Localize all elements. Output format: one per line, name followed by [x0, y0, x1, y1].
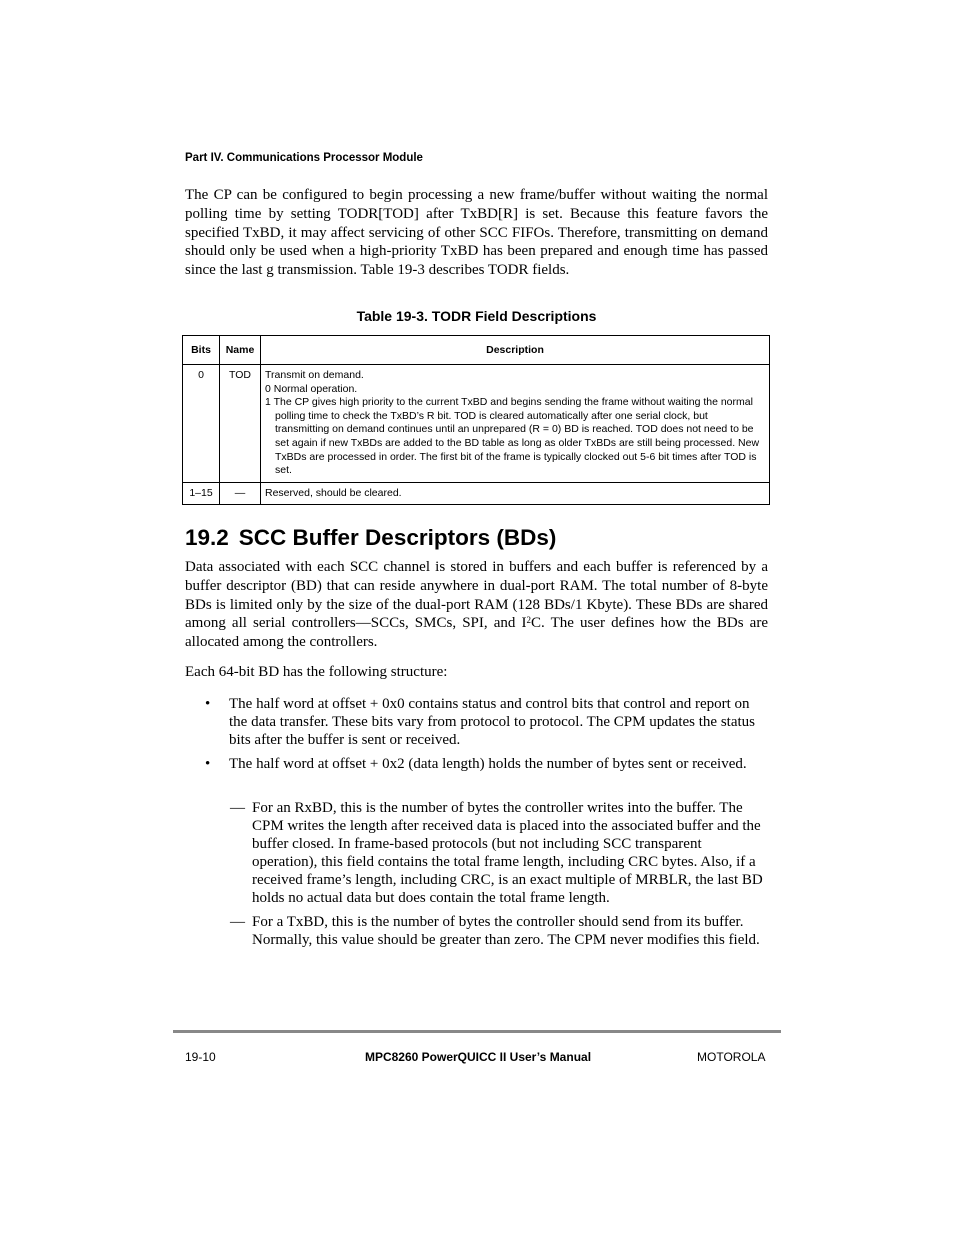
table-header-row — [183, 336, 770, 365]
footer-rule — [173, 1030, 781, 1033]
description-line: Reserved, should be cleared. — [265, 486, 402, 499]
list-item-text: The half word at offset + 0x2 (data length) holds the number of bytes sent or received. — [229, 756, 747, 772]
brand-name: MOTOROLA — [697, 1050, 766, 1064]
section-number: 19.2 — [185, 525, 229, 550]
list-item-text: The half word at offset + 0x0 contains status and control bits that control and report on the data transfer. These bits vary from protocol to protocol. The CPM updates the status bits after the buffer is sent or received. — [229, 696, 756, 749]
sub-list-item — [230, 799, 767, 907]
sub-list-item-text: For a TxBD, this is the number of bytes the controller should send from its buffer. Normally, this value should be greater than zero. The CPM never modifies this field. — [252, 914, 760, 948]
cell-name: — — [220, 482, 261, 505]
description-line: 1 The CP gives high priority to the current TxBD and begins sending the frame without waiting the normal polling time to check the TxBD’s R bit. TOD is cleared automatically after one serial clock, but transmitting on demand continues until an unprepared (R = 0) BD is reached. TOD does not need to be set again if new TxBDs are added to the BD table as long as older TxBDs are still being processed. New TxBDs are processed in order. The first bit of the frame is typically clocked out 5-6 bit times after TOD is set. — [265, 396, 760, 477]
header-name: Name — [220, 336, 261, 365]
cell-name: TOD — [220, 365, 261, 483]
running-header: Part IV. Communications Processor Module — [185, 152, 423, 164]
header-description: Description — [261, 336, 770, 365]
section-title: SCC Buffer Descriptors (BDs) — [238, 525, 557, 550]
table-caption: Table 19-3. TODR Field Descriptions — [356, 308, 597, 324]
page-number: 19-10 — [185, 1050, 216, 1064]
body-paragraph — [185, 558, 768, 652]
sub-list-item — [230, 913, 767, 949]
header-bits: Bits — [183, 336, 220, 365]
list-item — [205, 695, 768, 750]
sub-list-item-text: For an RxBD, this is the number of bytes the controller writes into the buffer. The CPM writes the length after received data is placed into the associated buffer and the buffer closed. In frame-based protocols (but not including SCC transparent operation), this field contains the total frame length, including CRC bytes. Also, if a received frame’s length, including CRC, is an exact multiple of MRBLR, the last BD holds no actual data but does contain the total frame length. — [252, 800, 763, 906]
cell-description — [261, 365, 770, 483]
table-row — [183, 365, 770, 483]
cell-bits: 1–15 — [183, 482, 220, 505]
manual-title: MPC8260 PowerQUICC II User’s Manual — [364, 1050, 592, 1064]
cell-description — [261, 482, 770, 505]
intro-paragraph: The CP can be configured to begin processing a new frame/buffer without waiting the normal polling time by setting TODR[TOD] after TxBD[R] is set. Because this feature favors the specified TxBD, it may affect servicing of other SCC FIFOs. Therefore, transmitting on demand should only be used when a high-priority TxBD has been prepared and enough time has passed since the last g transmission. Table 19-3 describes TODR fields. — [185, 187, 768, 279]
body-paragraph: Each 64-bit BD has the following structure: — [185, 664, 448, 680]
paragraph-text: C. The user defines how the BDs are allocated among the controllers. — [185, 615, 768, 651]
superscript: 2 — [526, 615, 531, 626]
list-item — [205, 755, 768, 773]
dash-mark: — — [230, 800, 245, 816]
paragraph-text: Data associated with each SCC channel is stored in buffers and each buffer is referenced by a buffer descriptor (BD) that can reside anywhere in dual-port RAM. The total number of 8-byte BDs is limited only by the size of the dual-port RAM (128 BDs/1 Kbyte). These BDs are shared among all serial controllers—SCCs, SMCs, SPI, and I — [185, 559, 768, 632]
cell-bits: 0 — [183, 365, 220, 483]
description-line: Transmit on demand. — [265, 369, 364, 381]
table-row — [183, 482, 770, 505]
bullet-mark: • — [205, 756, 211, 772]
description-line: 0 Normal operation. — [265, 382, 358, 395]
section-heading — [185, 525, 556, 551]
dash-mark: — — [230, 914, 245, 930]
todr-field-table — [182, 335, 770, 505]
bullet-mark: • — [205, 696, 211, 712]
